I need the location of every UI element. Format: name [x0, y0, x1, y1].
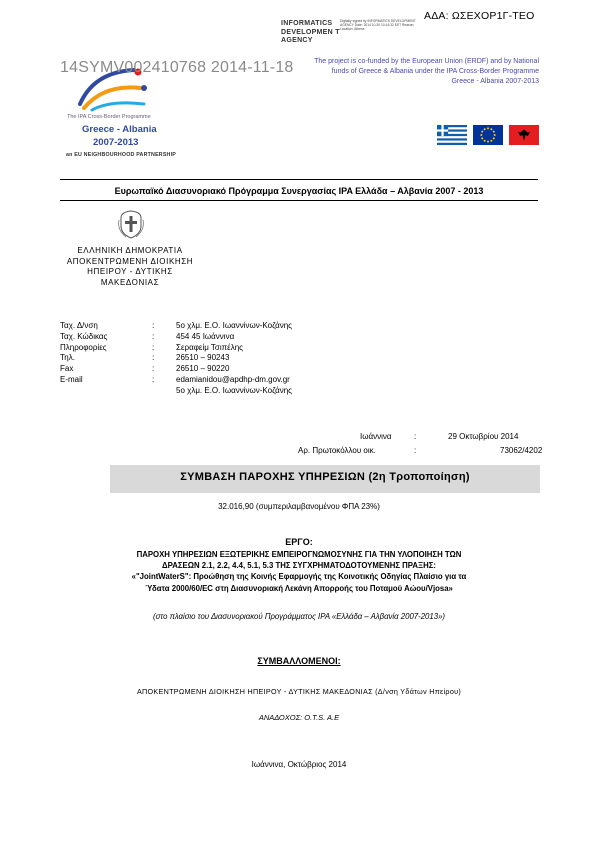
logo-line-1: The IPA Cross-Border Programme	[67, 114, 151, 120]
contact-label: Τηλ.	[60, 353, 75, 363]
logo-line-4: an EU NEIGHBOURHOOD PARTNERSHIP	[66, 152, 176, 158]
signer-name: INFORMATICS DEVELOPMEN T AGENCY	[281, 20, 340, 44]
contact-colon: :	[152, 331, 155, 341]
project-line: ΠΑΡΟΧΗ ΥΠΗΡΕΣΙΩΝ ΕΞΩΤΕΡΙΚΗΣ ΕΜΠΕΙΡΟΓΝΩΜΟΣΥΝΗΣ ΓΙΑ ΤΗΝ ΥΛΟΠΟΙΗΣΗ ΤΩΝ	[136, 550, 462, 559]
project-line: Ύδατα 2000/60/EC στη Διασυνοριακή Λεκάνη Απορροής του Ποταμού Αώου/Vjosa»	[145, 583, 453, 593]
protocol-colon: :	[414, 446, 417, 455]
cofunding-statement: The project is co-funded by the European Union (ERDF) and by National funds of Greece & Albania under the IPA Cross-Border Programme Greece - Albania 2007-2013	[314, 58, 539, 85]
contact-label: Ταχ. Κώδικας	[60, 331, 108, 341]
contact-colon: :	[152, 374, 155, 384]
contact-value: 5ο χλμ. Ε.Ο. Ιωαννίνων-Κοζάνης	[176, 321, 292, 330]
logo-line-3: 2007-2013	[93, 137, 139, 148]
contract-title: ΣΥΜΒΑΣΗ ΠΑΡΟΧΗΣ ΥΠΗΡΕΣΙΩΝ (2η Τροποποίηση)	[180, 471, 470, 483]
project-line: ΔΡΑΣΕΩΝ 2.1, 2.2, 4.4, 5.1, 5.3 ΤΗΣ ΣΥΓΧΡΗΜΑΤΟΔΟΤΟΥΜΕΝΗΣ ΠΡΑΞΗΣ:	[161, 561, 436, 571]
contact-colon: :	[152, 364, 155, 374]
contact-colon: :	[152, 342, 155, 352]
contact-row	[60, 364, 480, 375]
contact-row	[60, 321, 480, 332]
issuing-authority	[60, 246, 200, 288]
protocol-label: Αρ. Πρωτοκόλλου οικ.	[298, 446, 376, 455]
contact-label: Πληροφορίες	[60, 342, 107, 352]
contact-colon: :	[152, 321, 155, 330]
project-line: «"JointWaterS": Προώθηση της Κοινής Εφαρμογής της Κοινοτικής Οδηγίας Πλαίσιο για τα	[131, 572, 467, 582]
contact-row	[60, 353, 480, 364]
contact-details	[60, 321, 480, 397]
contact-row	[60, 375, 480, 386]
authority-line: ΜΑΚΕΔΟΝΙΑΣ	[100, 277, 160, 287]
eu-flag-icon	[472, 125, 504, 145]
parties-heading: ΣΥΜΒΑΛΛΟΜΕΝΟΙ:	[257, 656, 341, 666]
project-description	[60, 549, 538, 594]
contact-value: 454 45 Ιωάννινα	[176, 331, 235, 341]
contact-value: Σεραφείμ Τσιπέλης	[176, 342, 244, 352]
contact-row	[60, 386, 480, 397]
diavgeia-stamp: 14SYMV002410768 2014-11-18	[60, 59, 294, 76]
albania-flag-icon	[508, 125, 540, 145]
greece-flag-icon	[436, 125, 468, 145]
header-divider	[60, 179, 538, 180]
document-date: 29 Οκτωβρίου 2014	[448, 432, 519, 441]
contractor: ΑΝΑΔΟΧΟΣ: O.T.S. A.E	[258, 713, 340, 722]
header-divider-bottom	[60, 200, 538, 201]
contact-label: Fax	[60, 364, 74, 374]
contact-value: 5ο χλμ. Ε.Ο. Ιωαννίνων-Κοζάνης	[176, 385, 292, 395]
logo-line-2: Greece - Albania	[82, 124, 157, 135]
authority-line: ΑΠΟΚΕΝΤΡΩΜΕΝΗ ΔΙΟΙΚΗΣΗ	[66, 256, 194, 266]
place-label: Ιωάννινα	[360, 432, 392, 441]
greek-emblem-icon	[118, 208, 144, 240]
contract-amount: 32.016,90 (συμπεριλαμβανομένου ΦΠΑ 23%)	[218, 502, 380, 511]
authority-line: ΕΛΛΗΝΙΚΗ ΔΗΜΟΚΡΑΤΙΑ	[77, 246, 183, 255]
ada-code: ΑΔΑ: ΩΣΕΧΟΡ1Γ-ΤΕΟ	[424, 10, 535, 22]
project-heading: ΕΡΓΟ:	[285, 537, 313, 547]
contact-row	[60, 343, 480, 354]
authority-line: ΗΠΕΙΡΟΥ - ΔΥΤΙΚΗΣ	[87, 267, 173, 276]
protocol-number: 73062/4202	[500, 446, 543, 455]
contact-colon: :	[152, 353, 155, 363]
contracting-authority: ΑΠΟΚΕΝΤΡΩΜΕΝΗ ΔΙΟΙΚΗΣΗ ΗΠΕΙΡΟΥ - ΔΥΤΙΚΗΣ ΜΑΚΕΔΟΝΙΑΣ (Δ/νση Υδάτων Ηπείρου)	[136, 687, 462, 696]
digital-signature-note: Digitally signed by INFORMATICS DEVELOPMENT AGENCY Date: 2014.10.30 10:14:32 EET Reason: Location: Athens	[340, 19, 416, 32]
footer-date: Ιωάννινα, Οκτώβριος 2014	[251, 760, 347, 769]
contact-label: Ταχ. Δ/νση	[60, 321, 98, 330]
contact-value: 26510 – 90243	[176, 353, 230, 363]
programme-context: (στο πλαίσιο του Διασυνοριακού Προγράμματος IPA «Ελλάδα – Αλβανία 2007-2013»)	[152, 612, 446, 621]
place-colon: :	[414, 432, 417, 441]
contact-label: E-mail	[60, 374, 83, 384]
email-link[interactable]: edamianidou@apdhp-dm.gov.gr	[176, 374, 290, 384]
contact-row	[60, 332, 480, 343]
flags-row	[436, 125, 540, 145]
contact-value: 26510 – 90220	[176, 364, 230, 374]
program-title: Ευρωπαϊκό Διασυνοριακό Πρόγραμμα Συνεργασίας IPA Ελλάδα – Αλβανία 2007 - 2013	[114, 186, 484, 196]
